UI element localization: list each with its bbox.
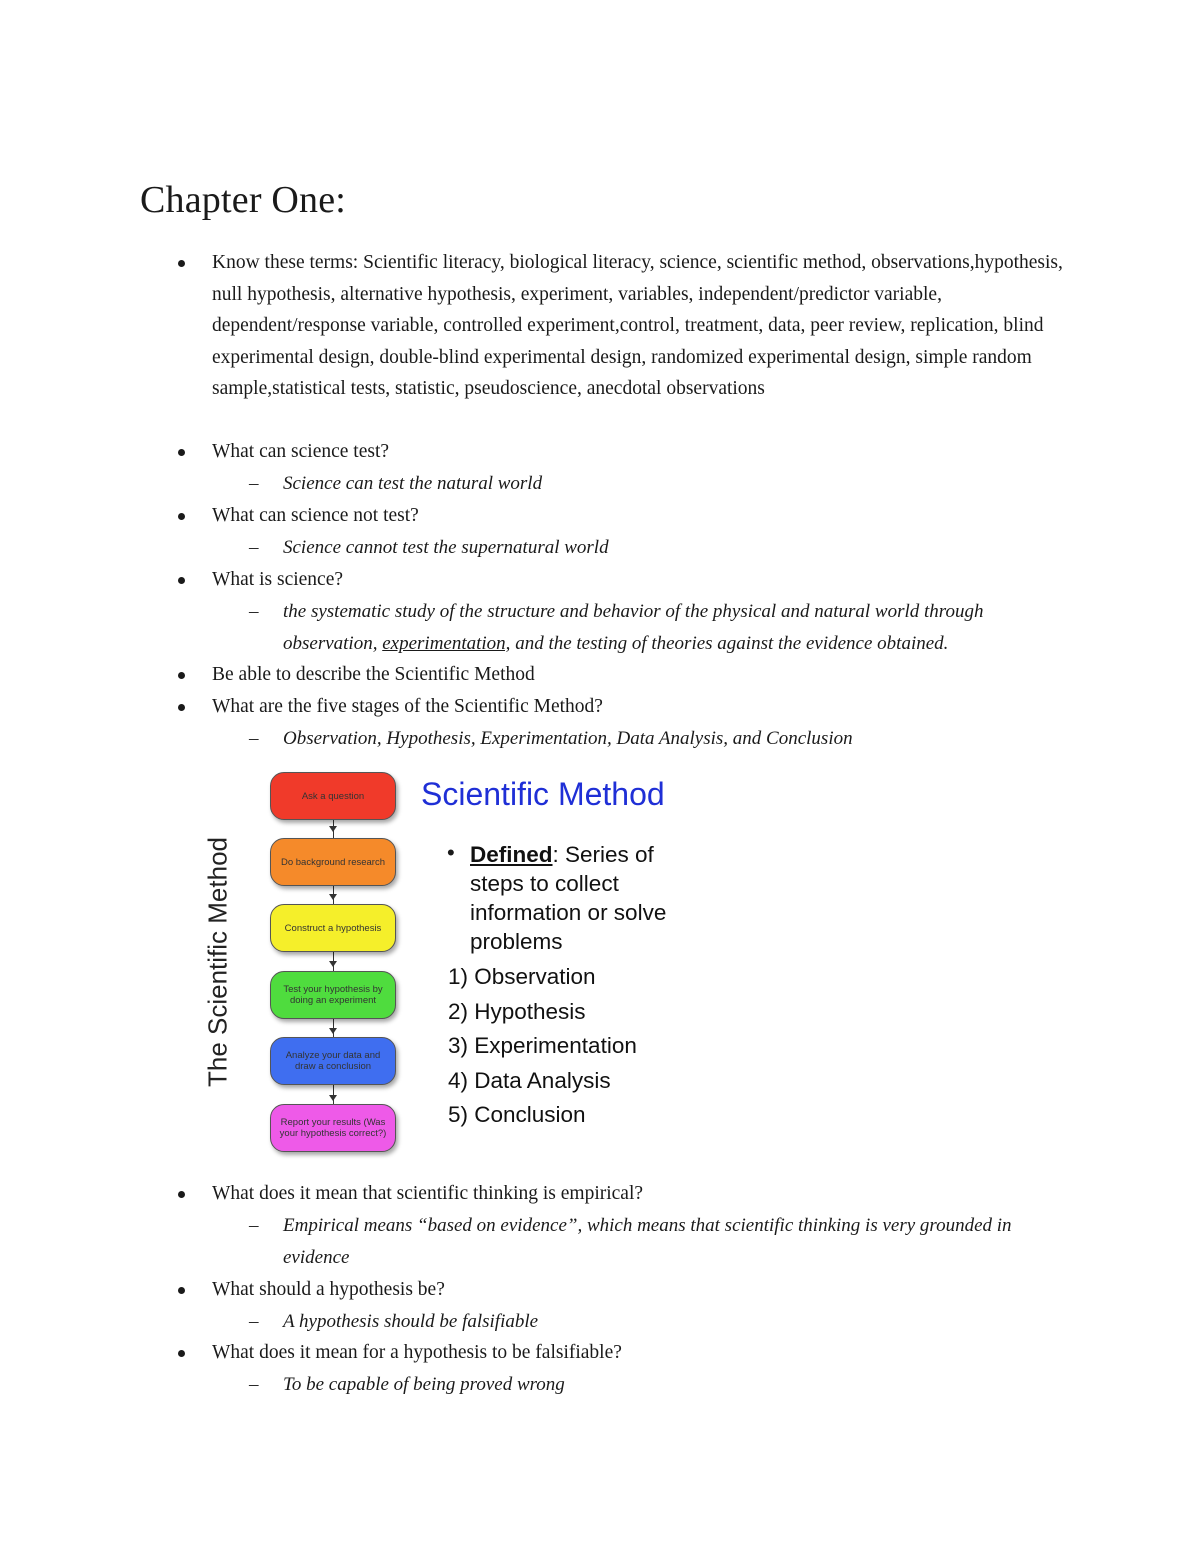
flowchart-step-box: Test your hypothesis by doing an experiment (270, 971, 396, 1019)
answer-text: the systematic study of the structure and behavior of the physical and natural world through observation, (283, 601, 984, 654)
flowchart-step-box: Do background research (270, 838, 396, 886)
question-text: What does it mean that scientific thinking is empirical? (212, 1183, 644, 1204)
answer-item (283, 723, 1063, 755)
answer-text: Empirical means “based on evidence”, which means that scientific thinking is very grounded in evidence (283, 1215, 1012, 1268)
arrow-icon (329, 894, 337, 900)
page-title: Chapter One: (140, 179, 347, 221)
question-text: What should a hypothesis be? (212, 1279, 445, 1300)
figure-step: 1) Observation (448, 964, 596, 989)
figure-step: 2) Hypothesis (448, 999, 586, 1024)
answer-item (283, 532, 1063, 564)
answer-text: Observation, Hypothesis, Experimentation, Data Analysis, and Conclusion (283, 728, 853, 749)
answer-item (283, 1369, 1063, 1401)
arrow-icon (329, 1028, 337, 1034)
answer-text: Science can test the natural world (283, 473, 543, 494)
figure-title: Scientific Method (421, 776, 665, 812)
flowchart-step-box: Construct a hypothesis (270, 904, 396, 952)
definition-text: : Series of steps to collect information or solve problems (470, 842, 667, 954)
answer-item (283, 1306, 1063, 1338)
figure-step: 4) Data Analysis (448, 1068, 611, 1093)
list-item (212, 564, 1072, 596)
figure-vertical-label: The Scientific Method (202, 836, 233, 1088)
list-item (212, 247, 1072, 405)
flowchart-step-box: Analyze your data and draw a conclusion (270, 1037, 396, 1085)
list-item (212, 1178, 1072, 1210)
list-item (212, 659, 1072, 691)
bullet-icon: • (447, 840, 455, 865)
list-item (212, 500, 1072, 532)
definition-term: Defined (470, 842, 553, 867)
terms-text: Know these terms: Scientific literacy, biological literacy, science, scientific method, observations,hypothesis, null hypothesis, alternative hypothesis, experiment, variables, independent/predictor variable, dependent/response variable, controlled experiment,control, treatment, data, peer review, replication, blind experimental design, double-blind experimental design, randomized experimental design, simple random sample,statistical tests, statistic, pseudoscience, anecdotal observations (212, 252, 1063, 399)
list-item (212, 1337, 1072, 1369)
figure-step: 3) Experimentation (448, 1033, 637, 1058)
question-text: What can science not test? (212, 505, 419, 526)
list-item (212, 1274, 1072, 1306)
question-text: What is science? (212, 569, 344, 590)
answer-text: Science cannot test the supernatural world (283, 537, 609, 558)
underlined-term: experimentation, (382, 632, 511, 654)
arrow-icon (329, 826, 337, 832)
answer-item (283, 1210, 1023, 1273)
answer-text-end: and the testing of theories against the evidence obtained. (510, 632, 949, 654)
question-text: What are the five stages of the Scientific Method? (212, 696, 603, 717)
list-item (212, 691, 1072, 723)
arrow-icon (329, 1095, 337, 1101)
answer-text: A hypothesis should be falsifiable (283, 1311, 539, 1332)
figure-definition (470, 840, 710, 956)
flowchart-step-box: Report your results (Was your hypothesis correct?) (270, 1104, 396, 1152)
figure-step: 5) Conclusion (448, 1102, 586, 1127)
flowchart-step-box: Ask a question (270, 772, 396, 820)
question-text: What can science test? (212, 441, 390, 462)
answer-text: To be capable of being proved wrong (283, 1374, 565, 1395)
question-text: What does it mean for a hypothesis to be falsifiable? (212, 1342, 622, 1363)
answer-item (283, 468, 1063, 500)
question-text: Be able to describe the Scientific Method (212, 664, 535, 685)
list-item (212, 436, 1072, 468)
scientific-method-figure (200, 762, 720, 1162)
answer-item (283, 596, 1023, 659)
arrow-icon (329, 961, 337, 967)
